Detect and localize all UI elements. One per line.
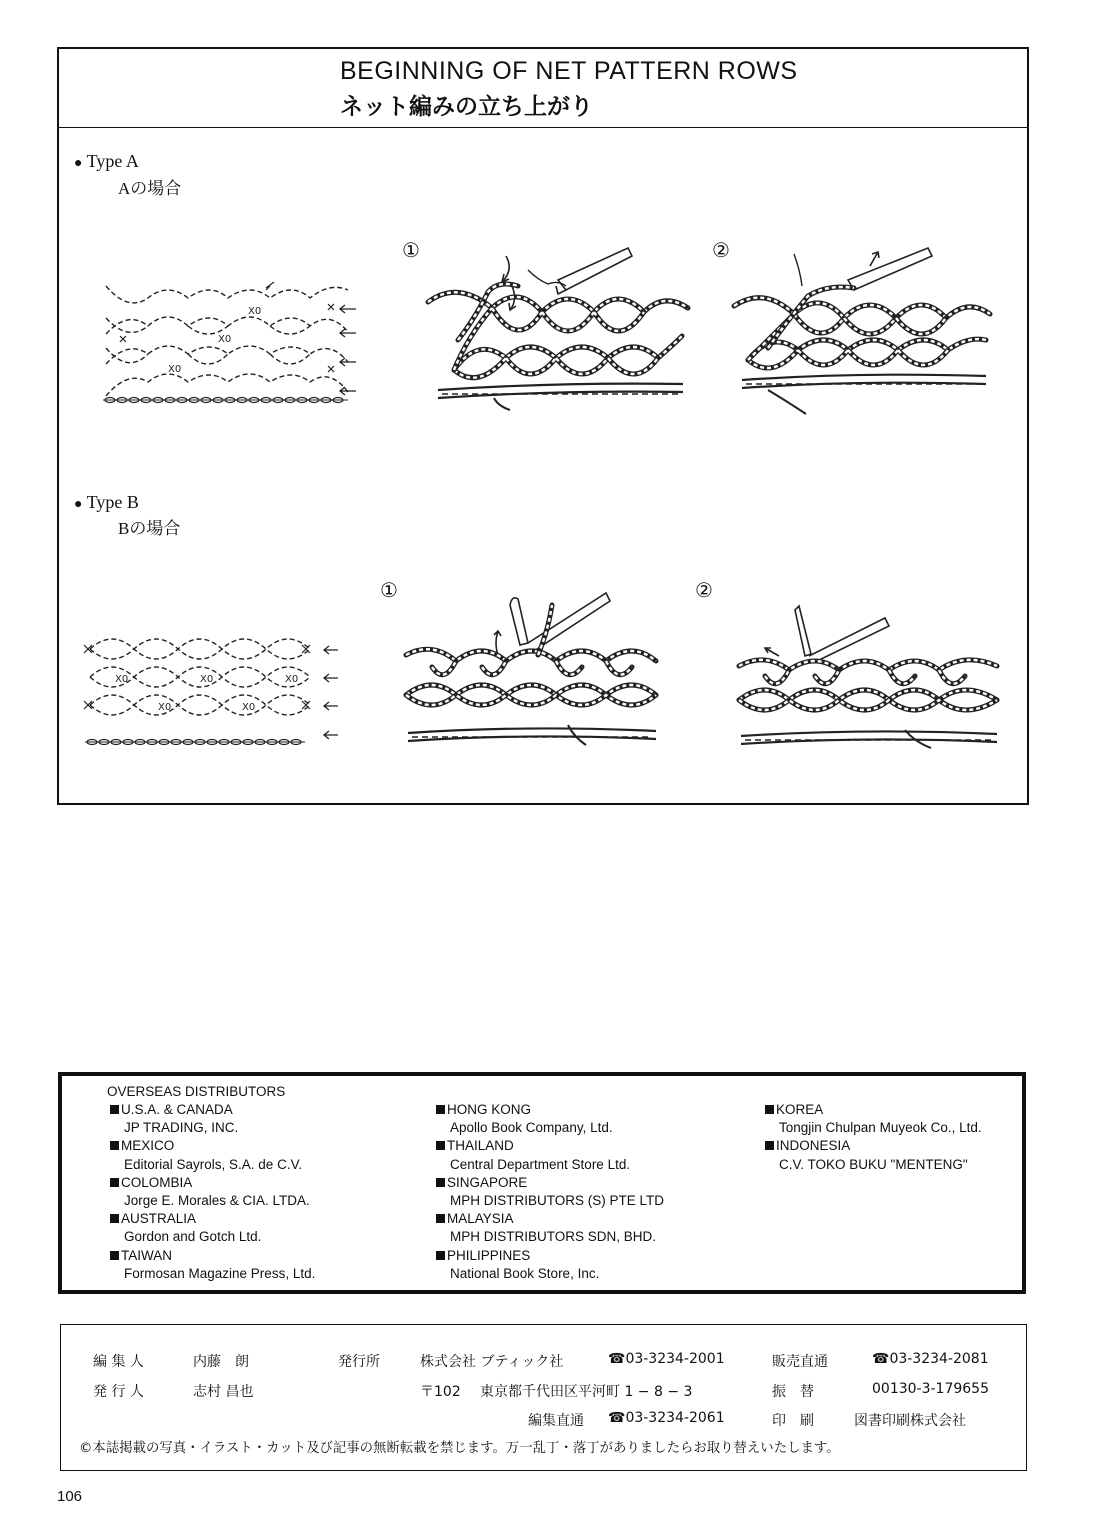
- svg-text:X0: X0: [218, 334, 232, 345]
- type-b-chart-diagram: [80, 625, 342, 750]
- printer-label: 印 刷: [772, 1413, 814, 1429]
- distributor-country: HONG KONG: [436, 1101, 664, 1119]
- step-number-b2: ②: [695, 578, 713, 602]
- distributor-country: COLOMBIA: [110, 1174, 315, 1192]
- distributor-company: Gordon and Gotch Ltd.: [124, 1229, 262, 1245]
- distributor-country: AUSTRALIA: [110, 1210, 315, 1228]
- svg-text:X0: X0: [158, 702, 172, 713]
- distributor-country: MEXICO: [110, 1137, 315, 1155]
- distributor-company: Apollo Book Company, Ltd.: [450, 1120, 613, 1136]
- distributor-company: JP TRADING, INC.: [124, 1120, 239, 1136]
- type-a-chart-diagram: [98, 282, 363, 410]
- company-name: 株式会社 ブティック社: [420, 1354, 564, 1370]
- svg-text:X0: X0: [242, 702, 256, 713]
- distributor-company: Formosan Magazine Press, Ltd.: [124, 1265, 316, 1281]
- step-number-a2: ②: [712, 238, 730, 262]
- svg-text:X0: X0: [285, 674, 299, 685]
- svg-text:X0: X0: [115, 674, 129, 685]
- type-a-label: Type A: [86, 151, 139, 171]
- distributor-country: SINGAPORE: [436, 1174, 664, 1192]
- distributors-heading: OVERSEAS DISTRIBUTORS: [107, 1084, 286, 1099]
- distributor-company: C.V. TOKO BUKU "MENTENG": [779, 1156, 968, 1172]
- distributor-country: MALAYSIA: [436, 1210, 664, 1228]
- distributor-country: KOREA: [765, 1101, 982, 1119]
- svg-text:X0: X0: [168, 364, 182, 375]
- distributor-company: Jorge E. Morales & CIA. LTDA.: [124, 1193, 310, 1209]
- svg-text:X0: X0: [200, 674, 214, 685]
- type-b-label: Type B: [86, 492, 139, 512]
- sales-label: 販売直通: [772, 1354, 828, 1370]
- distributor-country: INDONESIA: [765, 1137, 982, 1155]
- distributor-country: PHILIPPINES: [436, 1247, 664, 1265]
- office-label: 発行所: [338, 1354, 380, 1370]
- type-b-step1-illustration: [398, 585, 663, 745]
- title-divider: [57, 127, 1029, 128]
- distributor-country: TAIWAN: [110, 1247, 315, 1265]
- phone-editorial: ☎03-3234-2061: [608, 1410, 725, 1426]
- page-title-japanese: ネット編みの立ち上がり: [340, 94, 593, 120]
- bullet: ●: [74, 156, 83, 171]
- editorial-label: 編集直通: [528, 1413, 584, 1429]
- phone-sales: ☎03-3234-2081: [872, 1351, 989, 1367]
- type-b-sublabel: Bの場合: [118, 519, 181, 538]
- distributor-country: THAILAND: [436, 1137, 664, 1155]
- svg-text:X0: X0: [248, 306, 262, 317]
- type-a-sublabel: Aの場合: [118, 179, 182, 198]
- transfer-label: 振 替: [772, 1384, 814, 1400]
- distributors-column-1: [110, 1101, 315, 1283]
- type-b-step2-illustration: [735, 600, 1005, 750]
- distributor-company: Editorial Sayrols, S.A. de C.V.: [124, 1156, 303, 1172]
- distributors-column-2: [436, 1101, 664, 1283]
- distributor-country: U.S.A. & CANADA: [110, 1101, 315, 1119]
- distributor-company: Central Department Store Ltd.: [450, 1156, 631, 1172]
- editor-name: 内藤 朗: [193, 1354, 249, 1370]
- postal-code: 〒102: [420, 1384, 461, 1400]
- step-number-a1: ①: [402, 238, 420, 262]
- printer-name: 図書印刷株式会社: [854, 1413, 966, 1429]
- page-title: BEGINNING OF NET PATTERN ROWS: [340, 57, 798, 85]
- distributor-company: MPH DISTRIBUTORS (S) PTE LTD: [450, 1193, 665, 1209]
- transfer-account: 00130-3-179655: [872, 1381, 989, 1397]
- type-a-step1-illustration: [418, 240, 698, 415]
- type-a-heading: [74, 151, 139, 172]
- type-a-step2-illustration: [728, 240, 998, 415]
- publisher-name: 志村 昌也: [193, 1384, 254, 1400]
- step-number-b1: ①: [380, 578, 398, 602]
- copyright-notice: ©本誌掲載の写真・イラスト・カット及び記事の無断転載を禁じます。万一乱丁・落丁がありましたらお取り替えいたします。: [79, 1441, 840, 1456]
- editor-label: 編 集 人: [93, 1354, 144, 1370]
- page-number: 106: [57, 1488, 83, 1505]
- distributor-company: Tongjin Chulpan Muyeok Co., Ltd.: [779, 1120, 982, 1136]
- publisher-label: 発 行 人: [93, 1384, 144, 1400]
- bullet: ●: [74, 497, 83, 512]
- address: 東京都千代田区平河町 1 − 8 − 3: [480, 1384, 693, 1400]
- distributor-company: National Book Store, Inc.: [450, 1265, 600, 1281]
- phone-main: ☎03-3234-2001: [608, 1351, 725, 1367]
- distributor-company: MPH DISTRIBUTORS SDN, BHD.: [450, 1229, 657, 1245]
- type-b-heading: [74, 492, 139, 513]
- distributors-column-3: [765, 1101, 982, 1174]
